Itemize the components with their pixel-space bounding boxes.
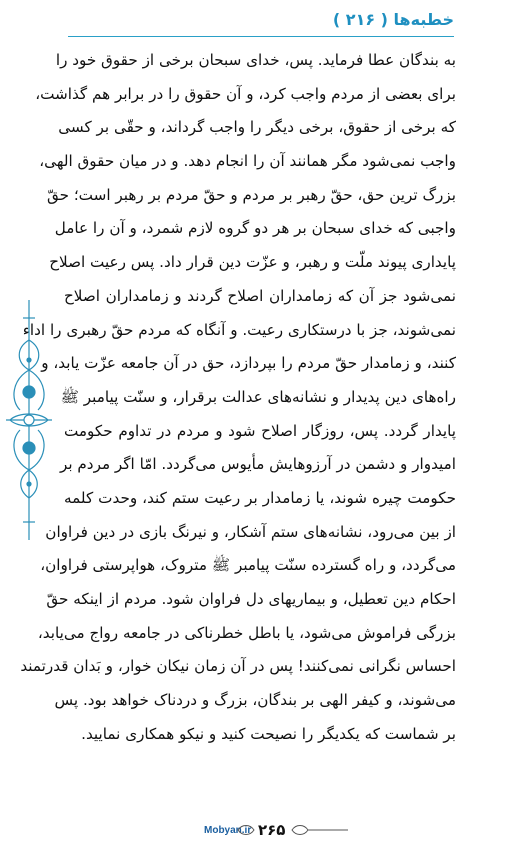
text-line: بزرگی فراموش می‌شود، یا باطل خطرناکی در جامعه رواج می‌یابد،	[37, 623, 456, 642]
text-line: که برخی از حقوق، برخی دیگر را واجب گرداند، و حقّی بر کسی	[58, 118, 456, 137]
text-line: می‌گردد، و راه گسترده سنّت پیامبر ﷺ متروک، هواپرستی فراوان،	[40, 556, 456, 575]
text-line: احکام دین تعطیل، و بیماریهای دل فراوان شود. مردم از اینکه حقّ	[46, 590, 456, 608]
text-line: پایدار گردد. پس، روزگار اصلاح شود و مردم در تداوم حکومت	[64, 421, 456, 440]
page-number: ۲۶۵	[258, 821, 286, 839]
text-line: حکومت چیره شوند، یا زمامدار بر رعیت ستم کند، وحدت کلمه	[64, 488, 456, 507]
page-footer	[0, 819, 520, 843]
text-line: واجبی که خدای سبحان بر هر دو گروه لازم شمرد، و آن را عامل	[54, 219, 456, 238]
text-line: واجب نمی‌شود مگر همانند آن را انجام دهد. و در میان حقوق الهی،	[39, 152, 456, 171]
site-watermark: Mobyan.ir	[204, 825, 252, 836]
text-line: برای بعضی از مردم واجب کرد، و آن حقوق را در برابر هم گذاشت،	[35, 84, 456, 103]
body-text	[20, 44, 456, 751]
footer-ornament-left-icon	[236, 823, 256, 837]
text-line: از بین می‌رود، نشانه‌های ستم آشکار، و نیرنگ بازی در دین فراوان	[45, 522, 456, 541]
footer-ornament-right-icon	[290, 823, 350, 837]
margin-ornament-icon	[6, 300, 52, 540]
page-header	[68, 8, 454, 37]
chapter-title: خطبه‌ها ( ۲۱۶ )	[332, 10, 454, 29]
text-line: نمی‌شوند، جز با درستکاری رعیت. و آنگاه که مردم حقّ رهبری را اداء	[22, 320, 456, 339]
text-line: احساس نگرانی نمی‌کنند! پس در آن زمان نیکان خوار، و بَدان قدرتمند	[20, 657, 456, 676]
text-line: پایداری پیوند ملّت و رهبر، و عزّت دین قرار داد. پس رعیت اصلاح	[49, 253, 456, 272]
text-line: نمی‌شود جز آن که زمامداران اصلاح گردند و زمامداران اصلاح	[64, 286, 456, 305]
text-line: می‌شوند، و کیفر الهی بر بندگان، بزرگ و دردناک خواهد بود. پس	[54, 691, 456, 710]
text-line: بر شماست که یکدیگر را نصیحت کنید و نیکو همکاری نمایید.	[81, 724, 456, 743]
text-line: بزرگ ترین حق، حقّ رهبر بر مردم و حقّ مردم بر رهبر است؛ حقّ	[46, 185, 456, 204]
text-line: راه‌های دین پدیدار و نشانه‌های عدالت برقرار، و سنّت پیامبر ﷺ	[60, 387, 456, 406]
text-line: امیدوار و دشمن در آرزوهایش مأیوس می‌گردد. امّا اگر مردم بر	[59, 455, 456, 474]
text-line: به بندگان عطا فرماید. پس، خدای سبحان برخی از حقوق خود را	[55, 51, 456, 69]
text-line: کنند، و زمامدار حقّ مردم را بپردازد، حق در آن جامعه عزّت یابد، و	[41, 354, 456, 373]
